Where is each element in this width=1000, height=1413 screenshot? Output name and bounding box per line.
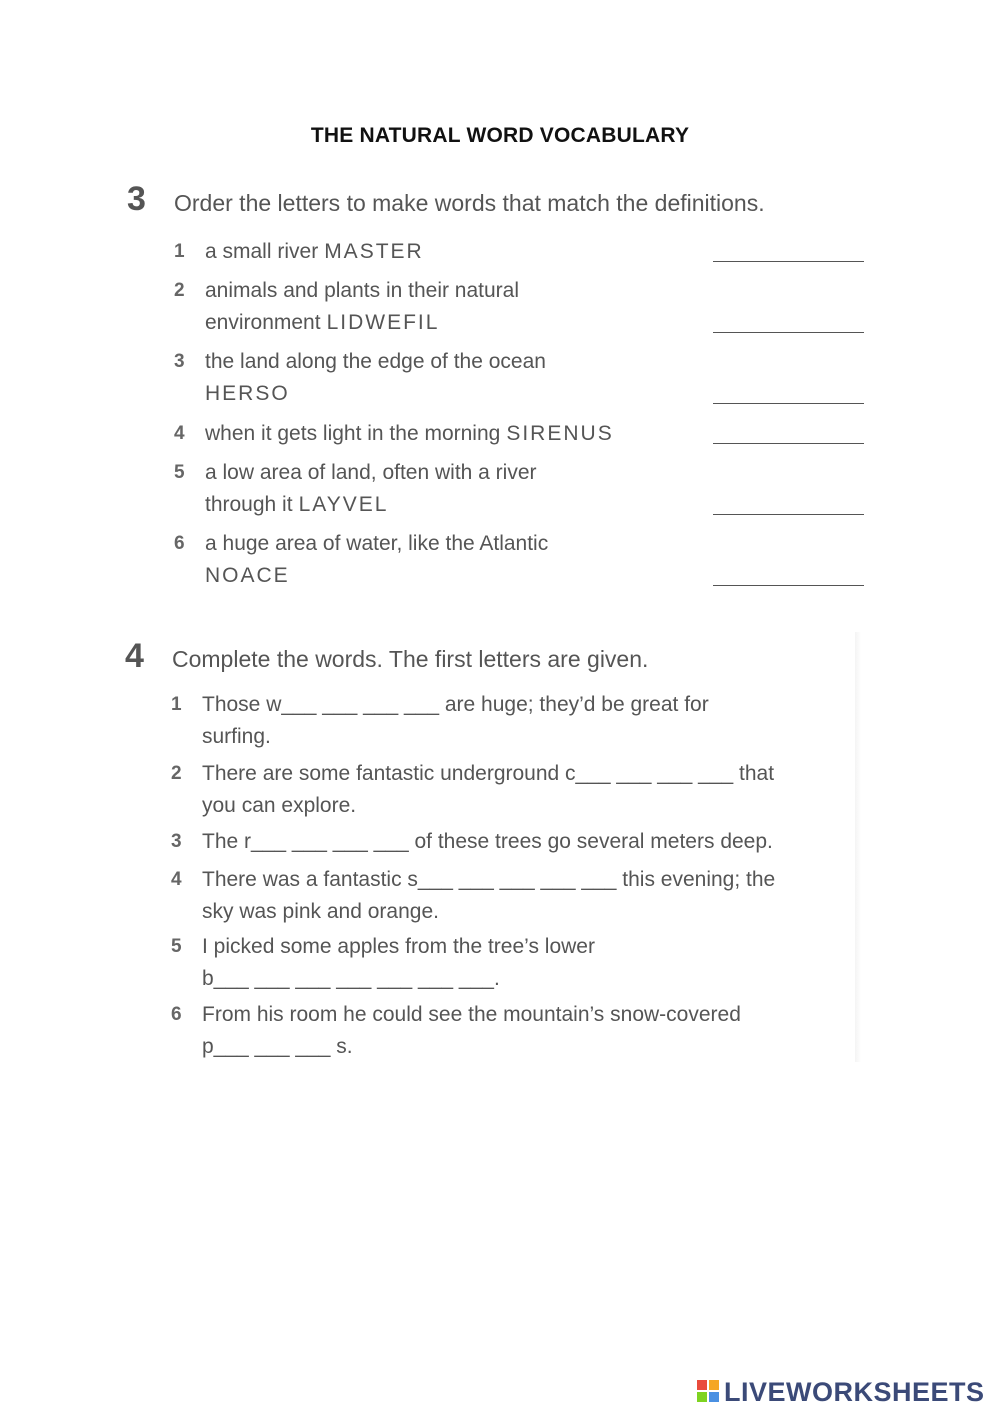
sentence-line2: sky was pink and orange. <box>202 900 439 923</box>
item-number: 6 <box>174 533 185 554</box>
scan-edge-shade <box>855 632 861 1062</box>
item-number: 4 <box>171 869 182 890</box>
scrambled-word: LAYVEL <box>298 493 389 516</box>
scrambled-word: NOACE <box>205 564 290 587</box>
liveworksheets-logo <box>697 1377 997 1409</box>
answer-line-5[interactable] <box>713 514 864 515</box>
logo-square-1 <box>697 1380 707 1390</box>
item-number: 2 <box>174 280 185 301</box>
sentence-line2: surfing. <box>202 725 271 748</box>
scrambled-word: SIRENUS <box>506 422 614 445</box>
item-number: 2 <box>171 763 182 784</box>
definition: a low area of land, often with a river <box>205 461 537 484</box>
answer-line-4[interactable] <box>713 443 864 444</box>
exercise-3-instruction: Order the letters to make words that match the definitions. <box>174 190 765 216</box>
sentence[interactable]: There was a fantastic s___ ___ ___ ___ ___ this evening; the <box>202 868 776 891</box>
item-number: 1 <box>174 241 185 262</box>
sentence[interactable]: Those w___ ___ ___ ___ are huge; they’d be great for <box>202 693 709 716</box>
scrambled-word: LIDWEFIL <box>326 311 440 334</box>
definition-line2: through it LAYVEL <box>205 493 389 516</box>
page-title: THE NATURAL WORD VOCABULARY <box>310 124 690 147</box>
definition-line2: environment LIDWEFIL <box>205 311 440 334</box>
sentence-line2: you can explore. <box>202 794 357 817</box>
answer-line-6[interactable] <box>713 585 864 586</box>
definition: when it gets light in the morning SIRENUS <box>205 422 614 445</box>
item-number: 5 <box>174 462 185 483</box>
logo-square-3 <box>697 1392 707 1402</box>
definition: a small river MASTER <box>205 240 424 263</box>
answer-line-1[interactable] <box>713 261 864 262</box>
definition: a huge area of water, like the Atlantic <box>205 532 549 555</box>
sentence[interactable]: The r___ ___ ___ ___ of these trees go several meters deep. <box>202 830 773 853</box>
answer-line-2[interactable] <box>713 332 864 333</box>
logo-text: LIVEWORKSHEETS <box>724 1377 985 1407</box>
exercise-4-instruction: Complete the words. The first letters are given. <box>172 646 649 672</box>
sentence: I picked some apples from the tree’s lower <box>202 935 595 958</box>
scrambled-word: MASTER <box>324 240 424 263</box>
item-number: 5 <box>171 936 182 957</box>
definition: animals and plants in their natural <box>205 279 520 302</box>
scrambled-word: HERSO <box>205 382 290 405</box>
answer-line-3[interactable] <box>713 403 864 404</box>
item-number: 1 <box>171 694 182 715</box>
sentence[interactable]: There are some fantastic underground c___ ___ ___ ___ that <box>202 762 775 785</box>
sentence-line2[interactable]: b___ ___ ___ ___ ___ ___ ___. <box>202 967 500 990</box>
item-number: 3 <box>171 831 182 852</box>
sentence: From his room he could see the mountain’s snow-covered <box>202 1003 741 1026</box>
sentence-line2[interactable]: p___ ___ ___ s. <box>202 1035 353 1058</box>
item-number: 6 <box>171 1004 182 1025</box>
item-number: 4 <box>174 423 185 444</box>
logo-square-2 <box>709 1380 719 1390</box>
exercise-3-number: 3 <box>127 180 146 218</box>
item-number: 3 <box>174 351 185 372</box>
definition: the land along the edge of the ocean <box>205 350 546 373</box>
exercise-4-number: 4 <box>125 637 144 675</box>
logo-square-4 <box>709 1392 719 1402</box>
